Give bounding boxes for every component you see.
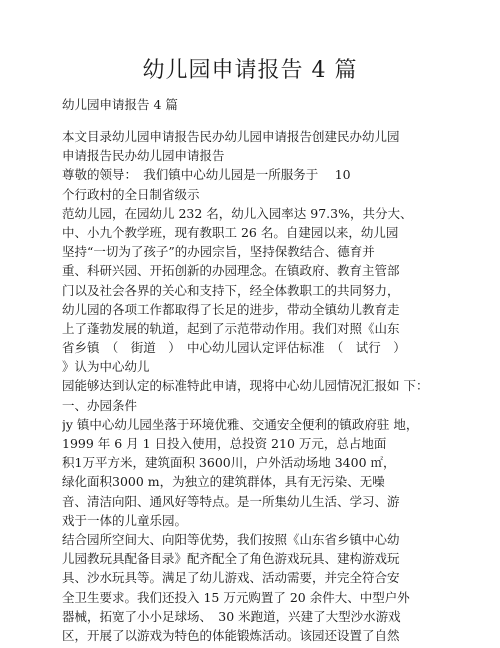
body-line: 范幼儿园，在园幼儿 232 名，幼儿入园率达 97.3%，共分大、 — [62, 205, 413, 221]
body-line: 1999 年 6 月 1 日投入使用，总投资 210 万元，总占地面 — [62, 436, 387, 451]
body-line: 区，开展了以游戏为特色的体能锻炼活动。该园还设置了自然 — [62, 627, 400, 643]
body-line: 园能够达到认定的标准特此申请，现将中心幼儿园情况汇报如 下： — [62, 378, 429, 394]
body-line: 积1万平方米，建筑面积 3600川，户外活动场地 3400 ㎡， — [62, 455, 396, 471]
document-body — [62, 127, 482, 645]
document-title: 幼儿园申请报告 4 篇 — [142, 58, 358, 83]
body-line: 尊敬的领导： 我们镇中心幼儿园是一所服务于 10 — [62, 167, 351, 183]
body-line: 具、沙水玩具等。满足了幼儿游戏、活动需要，并完全符合安 — [62, 570, 400, 586]
body-line: 》认为中心幼儿 — [62, 359, 150, 375]
body-line: 全卫生要求。我们还投入 15 万元购置了 20 余件大、中型户外 — [62, 589, 410, 605]
body-line: 中、小九个教学班，现有教职工 26 名。自建园以来，幼儿园 — [62, 224, 399, 240]
body-line: 儿园教玩具配备目录》配齐配全了角色游戏玩具、建构游戏玩 — [62, 551, 400, 567]
body-line: 申请报告民办幼儿园申请报告 — [62, 148, 225, 164]
body-line: 戏于一体的儿童乐园。 — [62, 512, 188, 528]
body-line: 幼儿园的各项工作都取得了长足的进步，带动全镇幼儿教育走 — [62, 301, 400, 317]
section-heading: 一、办园条件 — [62, 397, 138, 413]
body-line: 个行政村的全日制省级示 — [62, 186, 200, 202]
body-line: 省乡镇 （ 街道 ） 中心幼儿园认定评估标准 （ 试行 ） — [62, 340, 406, 356]
body-line: 绿化面积3000 m，为独立的建筑群体，具有无污染、无噪 — [62, 474, 385, 490]
body-line: 结合园所空间大、向阳等优势，我们按照《山东省乡镇中心幼 — [62, 531, 400, 547]
body-line: jy 镇中心幼儿园坐落于环境优雅、交通安全便利的镇政府驻 地， — [62, 416, 419, 432]
body-line: 上了蓬勃发展的轨道，起到了示范带动作用。我们对照《山东 — [62, 320, 400, 336]
body-line: 音、清洁向阳、通风好等特点。是一所集幼儿生活、学习、游 — [62, 493, 400, 509]
body-line: 器械，拓宽了小小足球场、 30 米跑道，兴建了大型沙水游戏 — [62, 608, 401, 624]
document-subtitle: 幼儿园申请报告 4 篇 — [62, 97, 178, 112]
body-line: 门以及社会各界的关心和支持下，经全体教职工的共同努力， — [62, 282, 400, 298]
body-line: 本文目录幼儿园申请报告民办幼儿园申请报告创建民办幼儿园 — [62, 129, 400, 144]
body-line: 重、科研兴园、开拓创新的办园理念。在镇政府、教育主管部 — [62, 263, 400, 279]
body-line: 坚持“一切为了孩子”的办园宗旨，坚持保教结合、德育并 — [62, 244, 375, 260]
